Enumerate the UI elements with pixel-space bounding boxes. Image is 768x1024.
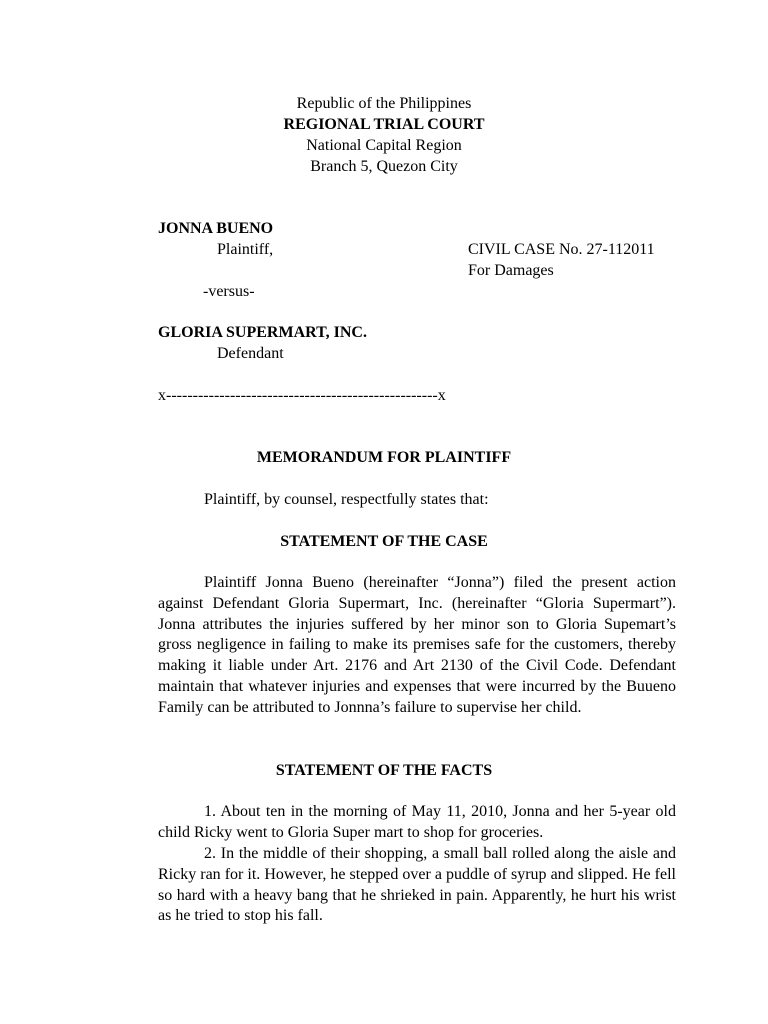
intro-statement: Plaintiff, by counsel, respectfully states that: xyxy=(204,491,489,508)
versus-label: -versus- xyxy=(203,283,255,300)
defendant-role: Defendant xyxy=(217,345,284,362)
statement-of-case-heading: STATEMENT OF THE CASE xyxy=(280,533,488,550)
case-paragraph-text: Plaintiff Jonna Bueno (hereinafter “Jonna”) filed the present action against Defendant Gloria Supermart, Inc. (hereinafter “Gloria Supermart”). Jonna attributes the injuries suffered by her minor son to Gloria Supemart’s gross negligence in failing to make its premises safe for the customers, thereby making it liable under Art. 2176 and Art 2130 of the Civil Code. Defendant maintain that whatever injuries and expenses that were incurred by the Buueno Family can be attributed to Jonnna’s failure to supervise her child. xyxy=(158,574,676,716)
statement-of-case-paragraph xyxy=(158,573,676,719)
region-heading: National Capital Region xyxy=(306,137,462,154)
fact-1-text: 1. About ten in the morning of May 11, 2010, Jonna and her 5-year old child Ricky went to Gloria Super mart to shop for groceries. xyxy=(158,803,676,841)
court-heading: REGIONAL TRIAL COURT xyxy=(283,116,485,133)
plaintiff-name: JONNA BUENO xyxy=(158,220,274,237)
plaintiff-role: Plaintiff, xyxy=(217,241,274,258)
case-nature: For Damages xyxy=(468,262,554,279)
branch-heading: Branch 5, Quezon City xyxy=(310,158,458,175)
case-number: CIVIL CASE No. 27-112011 xyxy=(468,241,655,258)
defendant-name: GLORIA SUPERMART, INC. xyxy=(158,324,367,341)
fact-item-2 xyxy=(158,844,676,927)
document-title: MEMORANDUM FOR PLAINTIFF xyxy=(256,449,512,466)
caption-separator: x---------------------------------------------------x xyxy=(158,387,446,404)
statement-of-facts-heading: STATEMENT OF THE FACTS xyxy=(275,762,493,779)
fact-2-text: 2. In the middle of their shopping, a small ball rolled along the aisle and Ricky ran for it. However, he stepped over a puddle of syrup and slipped. He fell so hard with a heavy bang that he shrieked in pain. Apparently, he hurt his wrist as he tried to stop his fall. xyxy=(158,845,676,925)
republic-heading: Republic of the Philippines xyxy=(296,95,472,112)
fact-item-1 xyxy=(158,802,676,844)
